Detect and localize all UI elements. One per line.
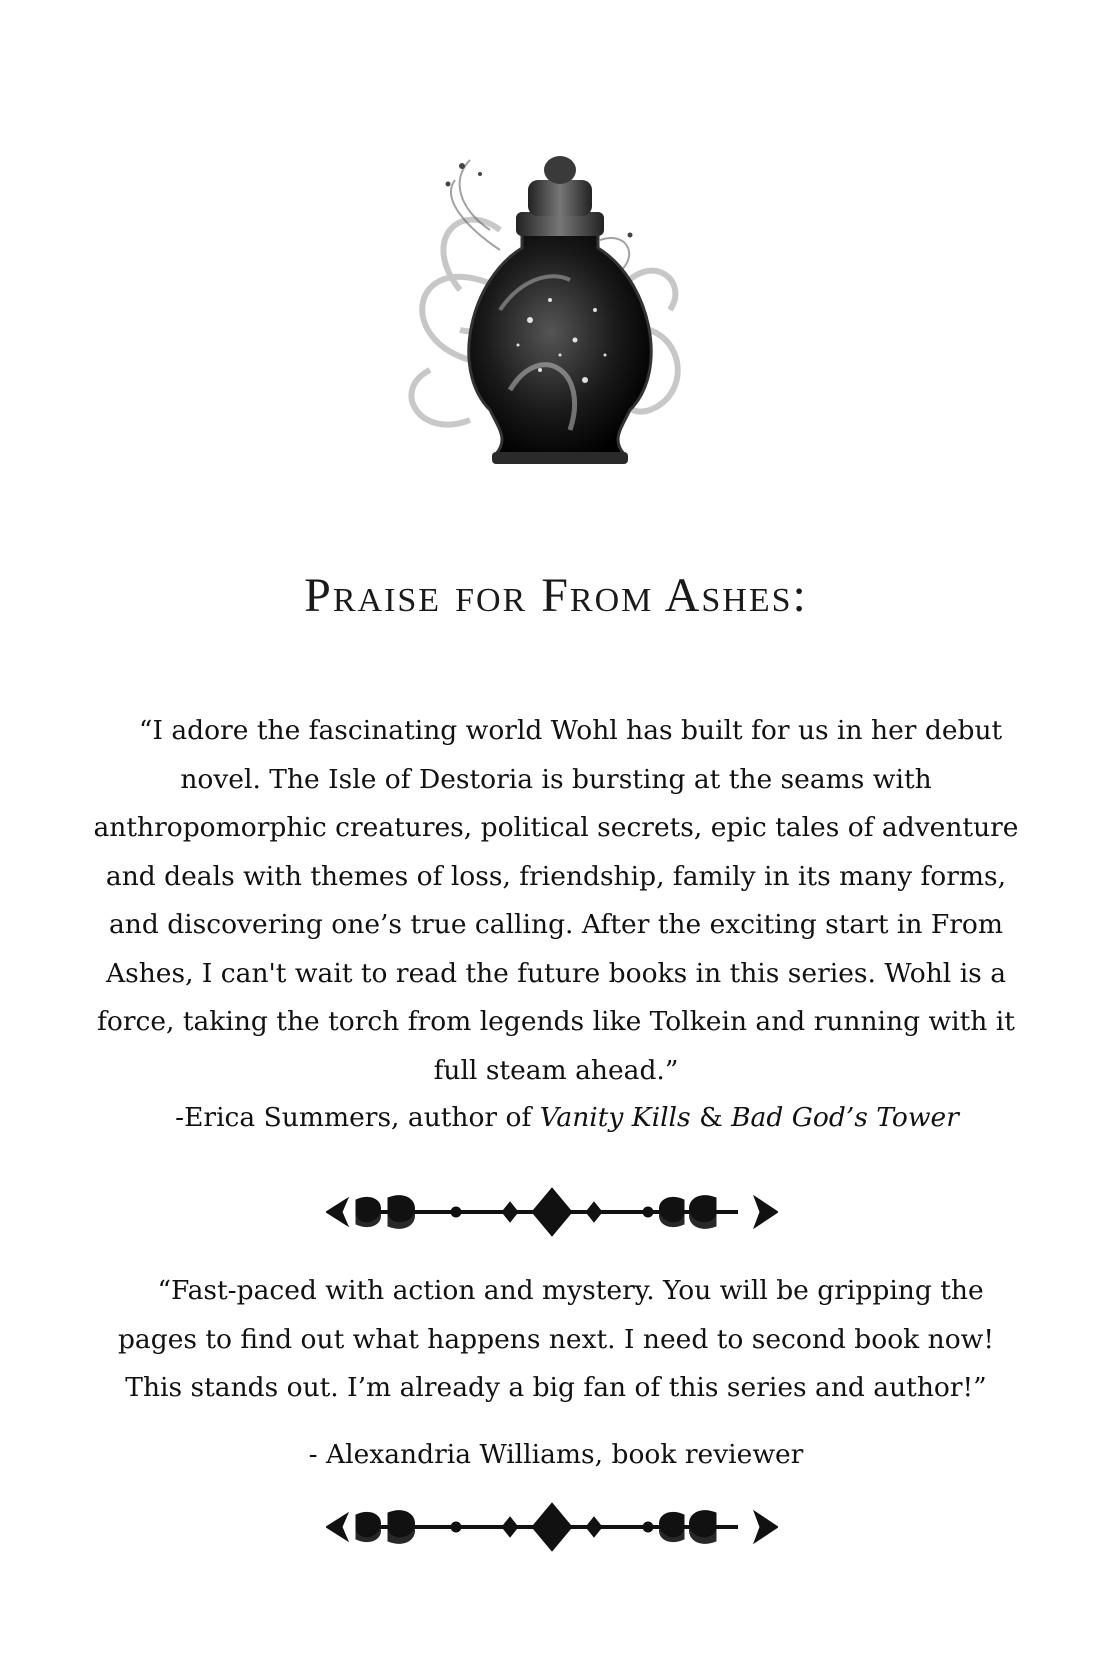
review-quote-text: “Fast-paced with action and mystery. You will be gripping the pages to find out what happens next. I need to second book now! This stands out. I’m already a big fan of this series and author!” (117, 1275, 995, 1403)
review-attribution: - Alexandria Williams, book reviewer (308, 1439, 804, 1470)
review-quote (90, 1267, 1022, 1413)
review-attribution (0, 1094, 1112, 1143)
page-title: Praise for From Ashes: (304, 569, 808, 622)
book-title: Bad God’s Tower (731, 1102, 959, 1133)
potion-bottle-icon (400, 140, 720, 490)
review-quote (90, 707, 1022, 1095)
ornamental-arrow-divider-icon (326, 1497, 778, 1557)
attribution-text: -Erica Summers, author of (175, 1102, 540, 1133)
review-quote-text: “I adore the fascinating world Wohl has built for us in her debut novel. The Isle of Destoria is bursting at the seams with anthropomorphic creatures, political secrets, epic tales of adventure and deals with themes of loss, friendship, family in its many forms, and discovering one’s true calling. After the exciting start in From Ashes, I can't wait to read the future books in this series. Wohl is a force, taking the torch from legends like Tolkein and running with it full steam ahead.” (93, 715, 1019, 1086)
book-title: Vanity Kills (539, 1102, 691, 1133)
ornamental-arrow-divider-icon (326, 1182, 778, 1242)
ampersand: & (690, 1102, 732, 1133)
